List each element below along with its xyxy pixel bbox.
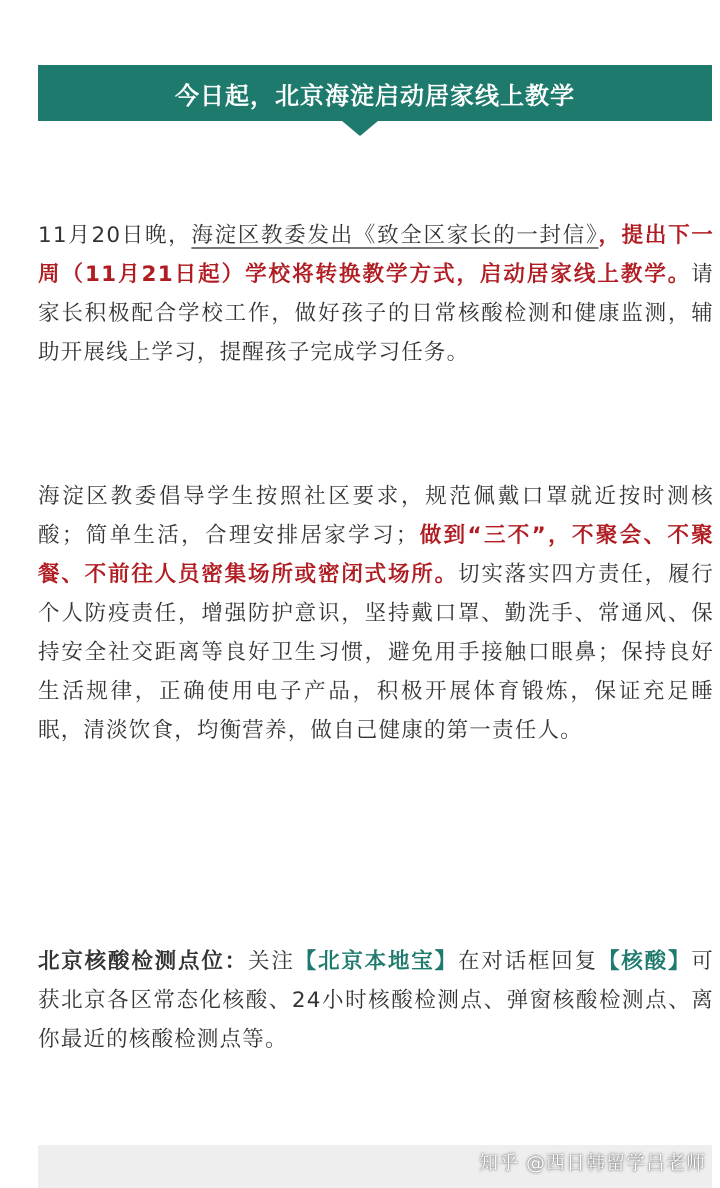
banner-pointer xyxy=(342,121,378,136)
testing-sites-label: 北京核酸检测点位： xyxy=(38,949,248,974)
title-banner xyxy=(38,65,712,121)
guidance-intro: 海淀区教委倡导学生按照社区要求，规范佩戴口罩就近按时测核酸；简单生活，合理安排居家学习； xyxy=(38,484,714,548)
announcement-letter-title: 海淀区教委发出《致全区家长的一封信》 xyxy=(191,223,599,248)
announcement-intro: 11月20日晚， xyxy=(38,223,192,248)
announcement-comma: ， xyxy=(598,223,622,248)
paragraph-testing-sites xyxy=(38,942,714,1059)
testing-sites-account: 【北京本地宝】 xyxy=(294,949,458,974)
testing-sites-keyword: 【核酸】 xyxy=(597,949,692,974)
announcement-rest: 请家长积极配合学校工作，做好孩子的日常核酸检测和健康监测，辅助开展线上学习，提醒孩子完成学习任务。 xyxy=(38,262,714,365)
guidance-rest: 切实落实四方责任，履行个人防疫责任，增强防护意识，坚持戴口罩、勤洗手、常通风、保持安全社交距离等良好卫生习惯，避免用手接触口眼鼻；保持良好生活规律，正确使用电子产品，积极开展体育锻炼，保证充足睡眠，清淡饮食，均衡营养，做自己健康的第一责任人。 xyxy=(38,562,715,743)
paragraph-announcement xyxy=(38,216,714,372)
announcement-highlight: 提出下一周（11月21日起）学校将转换教学方式，启动居家线上教学。 xyxy=(38,223,714,287)
paragraph-guidance xyxy=(38,477,714,750)
testing-sites-text-rest: 可获北京各区常态化核酸、24小时核酸检测点、弹窗核酸检测点、离你最近的核酸检测点等。 xyxy=(38,949,714,1052)
watermark: 知乎 @西日韩留学吕老师 xyxy=(478,1152,706,1174)
testing-sites-text-follow: 关注 xyxy=(247,949,295,974)
page-title: 今日起，北京海淀启动居家线上教学 xyxy=(175,81,575,110)
guidance-highlight: 做到“三不”，不聚会、不聚餐、不前往人员密集场所或密闭式场所。 xyxy=(38,523,714,587)
testing-sites-text-reply: 在对话框回复 xyxy=(457,949,598,974)
